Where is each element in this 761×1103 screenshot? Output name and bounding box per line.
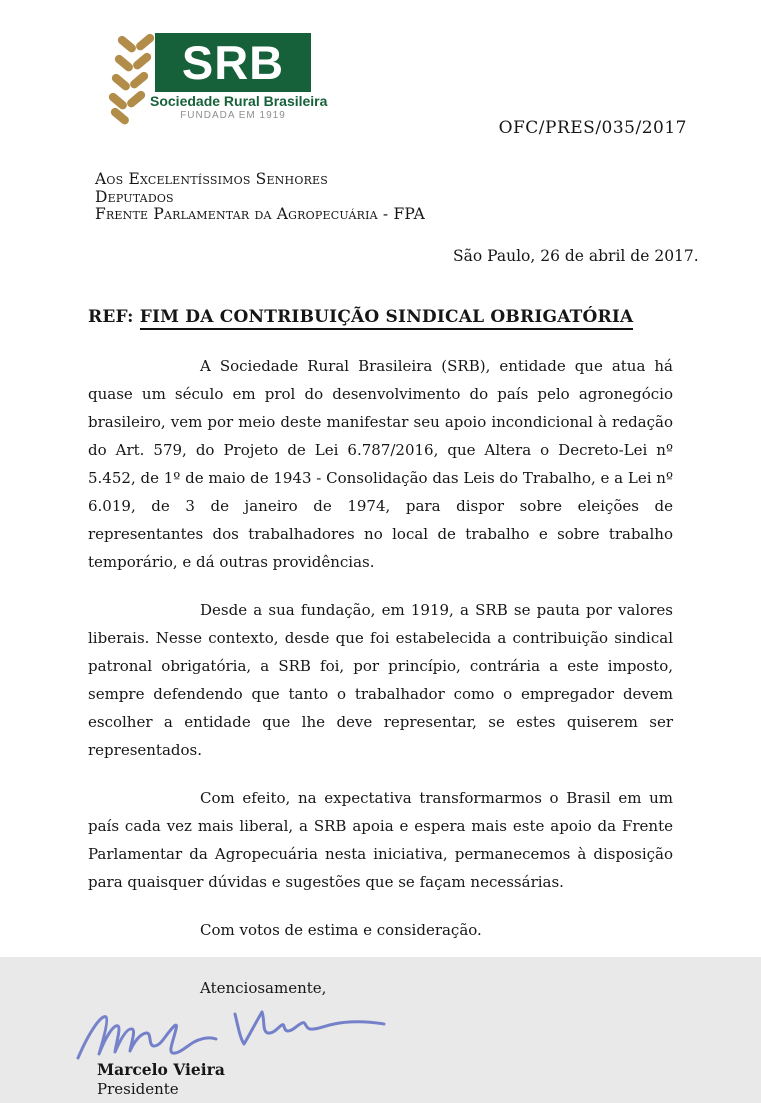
body-paragraph-1: A Sociedade Rural Brasileira (SRB), entidade que atua há quase um século em prol do desenvolvimento do país pelo agronegócio brasileiro, vem por meio deste manifestar seu apoio incondicional à redação do Art. 579, do Projeto de Lei 6.787/2016, que Altera o Decreto-Lei nº 5.452, de 1º de maio de 1943 - Consolidação das Leis do Trabalho, e a Lei nº 6.019, de 3 de janeiro de 1974, para dispor sobre eleições de representantes dos trabalhadores no local de trabalho e sobre trabalho temporário, e dá outras providências. <box>88 357 673 571</box>
logo-acronym-box <box>155 33 311 92</box>
subject-line <box>88 307 633 327</box>
subject-underlined: FIM DA CONTRIBUIÇÃO SINDICAL OBRIGATÓRIA <box>140 307 634 330</box>
ref-number: OFC/PRES/035/2017 <box>498 118 687 138</box>
body-paragraph-3: Com efeito, na expectativa transformarmos o Brasil em um país cada vez mais liberal, a SRB apoia e espera mais este apoio da Frente Parlamentar da Agropecuária nesta iniciativa, permanecemos à disposição para quaisquer dúvidas e sugestões que se façam necessárias. <box>88 789 673 891</box>
dateline: São Paulo, 26 de abril de 2017. <box>453 247 699 265</box>
recipient-line-1: Aos Excelentíssimos Senhores <box>95 170 329 188</box>
recipient-line-3: Frente Parlamentar da Agropecuária - FPA <box>95 205 426 223</box>
letterhead <box>108 30 328 122</box>
logo-acronym: SRB <box>181 36 285 89</box>
body-paragraph-2: Desde a sua fundação, em 1919, a SRB se pauta por valores liberais. Nesse contexto, desde que foi estabelecida a contribuição sindical patronal obrigatória, a SRB foi, por princípio, contrária a este imposto, sempre defendendo que tanto o trabalhador como o empregador devem escolher a entidade que lhe deve representar, se estes quiserem ser representados. <box>88 601 673 759</box>
letter-body <box>88 352 673 1100</box>
signature-scribble <box>72 1002 402 1064</box>
salutation-line: Atenciosamente, <box>200 979 327 997</box>
recipient-block <box>95 171 425 224</box>
logo-founded-label: FUNDADA EM 1919 <box>180 110 286 121</box>
logo-org-name: Sociedade Rural Brasileira <box>150 93 328 109</box>
signer-name: Marcelo Vieira <box>97 1060 225 1079</box>
recipient-line-2: Deputados <box>95 187 174 206</box>
signer-title: Presidente <box>97 1080 179 1098</box>
signature-block <box>88 1004 673 1100</box>
subject-prefix: REF: <box>88 307 140 327</box>
closing-line: Com votos de estima e consideração. <box>200 921 482 939</box>
